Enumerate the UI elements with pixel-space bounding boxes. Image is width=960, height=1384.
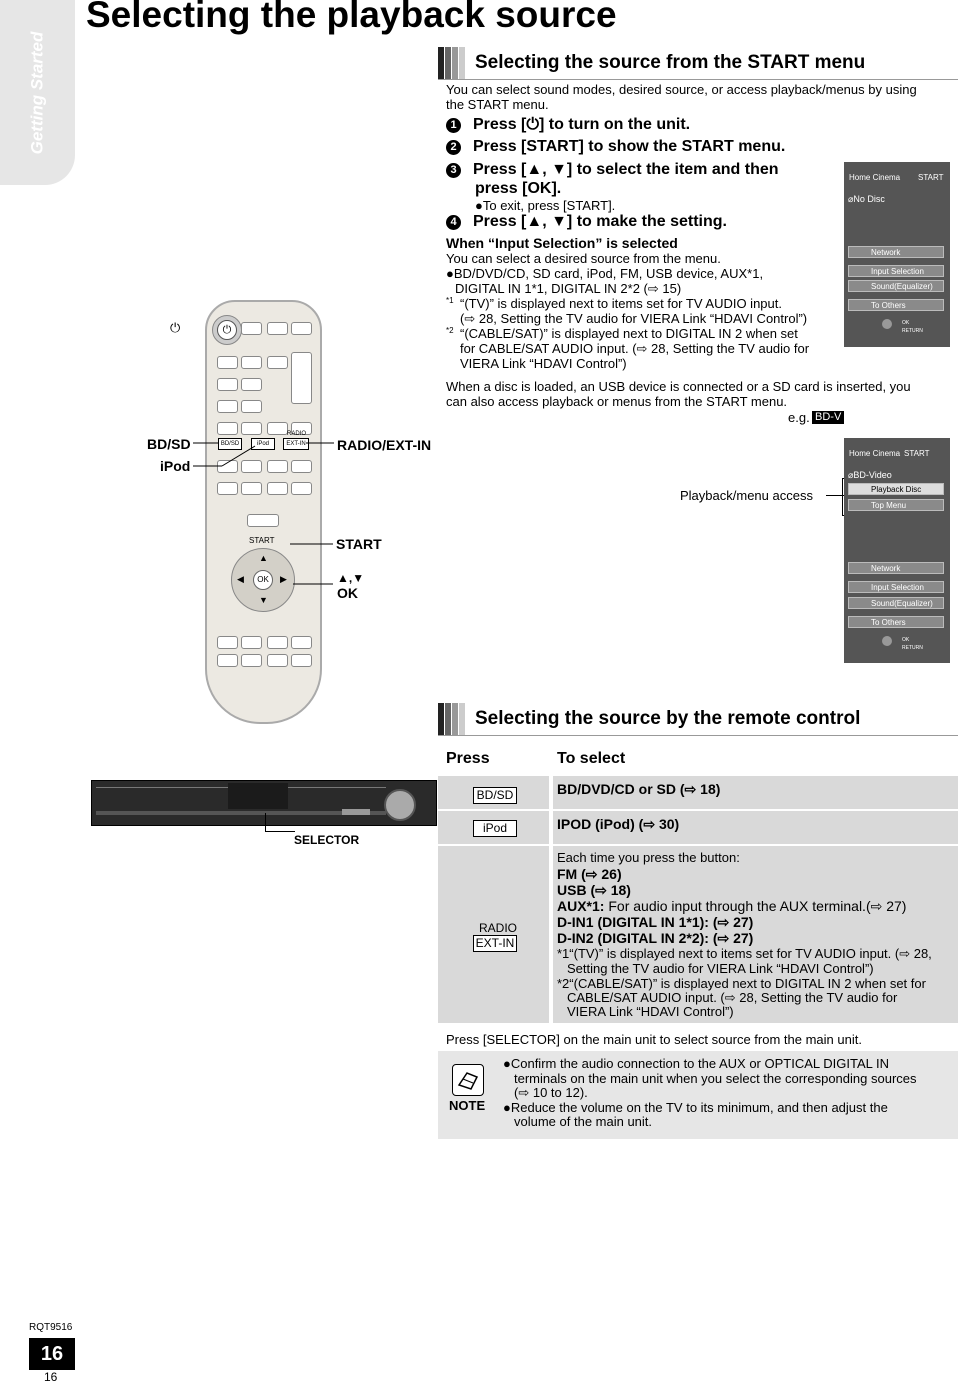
side-tab-label: Getting Started (27, 31, 47, 154)
footnote-line: for CABLE/SAT AUDIO input. (⇨ 28, Setting the TV audio for (460, 341, 810, 356)
power-icon: ⏻ (217, 320, 237, 340)
osd-item-input-selection[interactable]: Input Selection (848, 265, 944, 277)
osd-ok-hint: OK (902, 637, 910, 643)
eg-label: e.g. (788, 410, 810, 425)
volume-knob[interactable] (384, 789, 416, 821)
remote-key-ipod[interactable]: iPod (251, 438, 275, 450)
footnote-line: (⇨ 28, Setting the TV audio for VIERA Link “HDAVI Control”) (460, 311, 808, 326)
osd-item-network[interactable]: Network (848, 562, 944, 574)
col-select-header: To select (557, 750, 626, 767)
section-heading-remote (438, 703, 958, 736)
osd-return-hint: RETURN (902, 645, 923, 651)
footnote-mark: *1 (446, 296, 454, 305)
row3-intro: Each time you press the button: (557, 850, 740, 865)
remote-start-label: START (249, 536, 275, 545)
note-label: NOTE (449, 1098, 486, 1113)
step-3: 3 Press [▲, ▼] to select the item and then (446, 161, 779, 179)
key-bdsd: BD/SD (473, 787, 517, 804)
note-bullet: ●Reduce the volume on the TV to its minimum, and then adjust the (503, 1100, 888, 1115)
when-line: DIGITAL IN 1*1, DIGITAL IN 2*2 (⇨ 15) (455, 281, 682, 296)
key-ext-in: EXT-IN (473, 935, 517, 952)
when-line: You can select a desired source from the menu. (446, 251, 721, 266)
row3-footnote: Setting the TV audio for VIERA Link “HDAVI Control”) (567, 961, 874, 976)
osd-ok-hint: OK (902, 320, 910, 326)
row3-footnote: *1“(TV)” is displayed next to items set for TV AUDIO input. (⇨ 28, (557, 946, 932, 961)
osd-item-to-others[interactable]: To Others (848, 616, 944, 628)
row3-aux: AUX*1: For audio input through the AUX terminal.(⇨ 27) (557, 898, 907, 914)
when-line: ●BD/DVD/CD, SD card, iPod, FM, USB device, AUX*1, (446, 266, 764, 281)
disc-line: can also access playback or menus from the START menu. (446, 394, 788, 409)
osd-start-label: START (904, 449, 930, 458)
callout-start: START (336, 536, 382, 552)
osd-return-hint: RETURN (902, 328, 923, 334)
osd-item-to-others[interactable]: To Others (848, 299, 944, 311)
osd-item-sound[interactable]: Sound(Equalizer) (848, 597, 944, 609)
note-icon (452, 1064, 484, 1096)
remote-key-ext-in[interactable]: EXT-IN (283, 438, 309, 450)
footnote-line: VIERA Link “HDAVI Control”) (460, 356, 627, 371)
remote-key-radio-label: RADIO (287, 431, 307, 437)
callout-ipod: iPod (160, 458, 191, 474)
disc-line: When a disc is loaded, an USB device is connected or a SD card is inserted, you (446, 379, 911, 394)
intro-line: the START menu. (446, 97, 549, 112)
step-4: 4 Press [▲, ▼] to make the setting. (446, 213, 727, 231)
step-3-cont: press [OK]. (475, 180, 562, 197)
main-unit (91, 780, 437, 826)
left-arrow-icon: ◀ (237, 574, 244, 584)
row1-text: BD/DVD/CD or SD (⇨ 18) (557, 781, 721, 797)
osd-item-top-menu[interactable]: Top Menu (848, 499, 944, 511)
power-icon: ⏻ (170, 320, 181, 335)
row3-footnote: CABLE/SAT AUDIO input. (⇨ 28, Setting the TV audio for (567, 990, 898, 1005)
callout-ok: OK (337, 585, 358, 601)
step-2: 2 Press [START] to show the START menu. (446, 138, 785, 156)
selector-button[interactable] (342, 809, 370, 815)
row3-din2: D-IN2 (DIGITAL IN 2*2): (⇨ 27) (557, 930, 754, 946)
when-heading: When “Input Selection” is selected (446, 235, 678, 251)
row3-din1: D-IN1 (DIGITAL IN 1*1): (⇨ 27) (557, 914, 754, 930)
start-menu-osd (844, 162, 950, 347)
row2-text: IPOD (iPod) (⇨ 30) (557, 816, 680, 832)
osd-item-sound[interactable]: Sound(Equalizer) (848, 280, 944, 292)
section-heading-start-menu (438, 47, 958, 80)
osd-status: ⌀No Disc (848, 194, 885, 204)
up-arrow-icon: ▲ (259, 553, 268, 563)
note-bullet: ●Confirm the audio connection to the AUX or OPTICAL DIGITAL IN (503, 1056, 889, 1071)
osd-status: ⌀BD-Video (848, 470, 892, 480)
osd-dpad-icon (882, 636, 892, 646)
note-bullet-cont: terminals on the main unit when you select the corresponding sources (514, 1071, 917, 1086)
osd-item-playback-disc[interactable]: Playback Disc (848, 483, 944, 495)
osd-start-label: START (918, 173, 944, 182)
callout-radio-ext-in: RADIO/EXT-IN (337, 437, 432, 453)
row3-footnote: VIERA Link “HDAVI Control”) (567, 1004, 734, 1019)
callout-bdsd: BD/SD (147, 436, 191, 452)
footnote-mark: *2 (446, 326, 454, 335)
callout-lines (0, 0, 440, 620)
osd-item-network[interactable]: Network (848, 246, 944, 258)
intro-line: You can select sound modes, desired source, or access playback/menus by using (446, 82, 917, 97)
right-arrow-icon: ▶ (280, 574, 287, 584)
step-3-sub: ●To exit, press [START]. (475, 198, 616, 213)
selector-instruction: Press [SELECTOR] on the main unit to select source from the main unit. (446, 1032, 862, 1047)
section-heading-text: Selecting the source by the remote control (475, 708, 861, 729)
page-number-box: 16 (29, 1338, 75, 1370)
osd-title: Home Cinema (849, 173, 901, 182)
key-ipod: iPod (473, 820, 517, 837)
key-radio-label: RADIO (479, 921, 518, 935)
step-1: 1 Press [⏻] to turn on the unit. (446, 116, 690, 134)
osd-dpad-icon (882, 319, 892, 329)
page-number: 16 (44, 1370, 58, 1384)
down-arrow-icon: ▼ (259, 595, 268, 605)
row3-usb: USB (⇨ 18) (557, 882, 631, 898)
start-menu-osd-disc (844, 438, 950, 663)
col-press-header: Press (446, 750, 490, 767)
selector-label: SELECTOR (294, 833, 360, 847)
playback-access-label: Playback/menu access (680, 488, 813, 503)
footnote-line: “(TV)” is displayed next to items set for TV AUDIO input. (460, 296, 782, 311)
remote-key-bdsd[interactable]: BD/SD (218, 438, 242, 450)
section-heading-text: Selecting the source from the START menu (475, 52, 866, 73)
page-title: Selecting the playback source (86, 0, 617, 35)
note-bullet-cont: (⇨ 10 to 12). (514, 1085, 588, 1100)
osd-title: Home Cinema (849, 449, 901, 458)
footnote-line: “(CABLE/SAT)” is displayed next to DIGITAL IN 2 when set (460, 326, 798, 341)
model-code: RQT9516 (29, 1322, 73, 1333)
osd-item-input-selection[interactable]: Input Selection (848, 581, 944, 593)
note-bullet-cont: volume of the main unit. (514, 1114, 653, 1129)
remote-ok-button[interactable]: OK (253, 570, 273, 590)
row3-footnote: *2“(CABLE/SAT)” is displayed next to DIGITAL IN 2 when set for (557, 976, 926, 991)
row3-fm: FM (⇨ 26) (557, 866, 622, 882)
callout-arrows: ▲,▼ (337, 571, 365, 585)
bd-v-badge: BD-V (812, 411, 844, 424)
